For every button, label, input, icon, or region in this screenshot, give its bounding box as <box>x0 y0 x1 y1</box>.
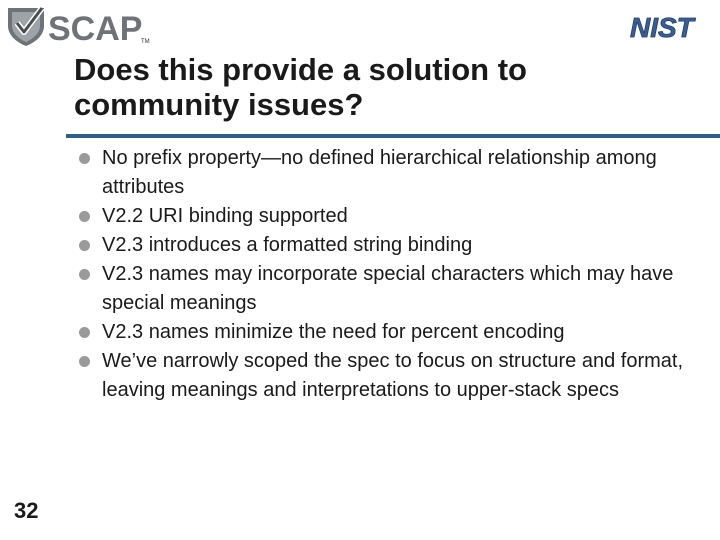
slide-title <box>74 52 694 122</box>
bullet-text: V2.3 introduces a formatted string binding <box>102 234 473 256</box>
bullet-text: We’ve narrowly scoped the spec to focus on structure and format, leaving meanings and interpretations to upper-stack specs <box>102 350 684 401</box>
bullet-item <box>76 347 696 405</box>
bullet-item <box>76 144 696 202</box>
nist-logo-text: NIST <box>630 12 694 42</box>
bullet-item <box>76 202 696 231</box>
scap-logo-text: SCAP <box>48 10 143 48</box>
bullet-dot-icon <box>79 327 90 338</box>
bullet-dot-icon <box>79 153 90 164</box>
bullet-item <box>76 318 696 347</box>
bullet-dot-icon <box>79 269 90 280</box>
title-underline <box>66 134 720 138</box>
bullet-dot-icon <box>79 240 90 251</box>
scap-logo <box>4 2 154 48</box>
page-number: 32 <box>14 498 39 523</box>
bullet-dot-icon <box>79 211 90 222</box>
bullet-item <box>76 260 696 318</box>
scap-trademark: TM <box>141 39 150 45</box>
slide-title-line-1: Does this provide a solution to <box>74 52 527 87</box>
slide-title-line-2: community issues? <box>74 87 364 122</box>
bullet-text: V2.3 names minimize the need for percent encoding <box>102 321 565 343</box>
nist-logo <box>628 10 708 42</box>
bullet-text: V2.2 URI binding supported <box>102 205 348 227</box>
bullet-item <box>76 231 696 260</box>
bullet-list <box>76 144 696 405</box>
bullet-text: V2.3 names may incorporate special characters which may have special meanings <box>102 263 674 314</box>
bullet-dot-icon <box>79 356 90 367</box>
bullet-text: No prefix property—no defined hierarchical relationship among attributes <box>102 147 657 198</box>
